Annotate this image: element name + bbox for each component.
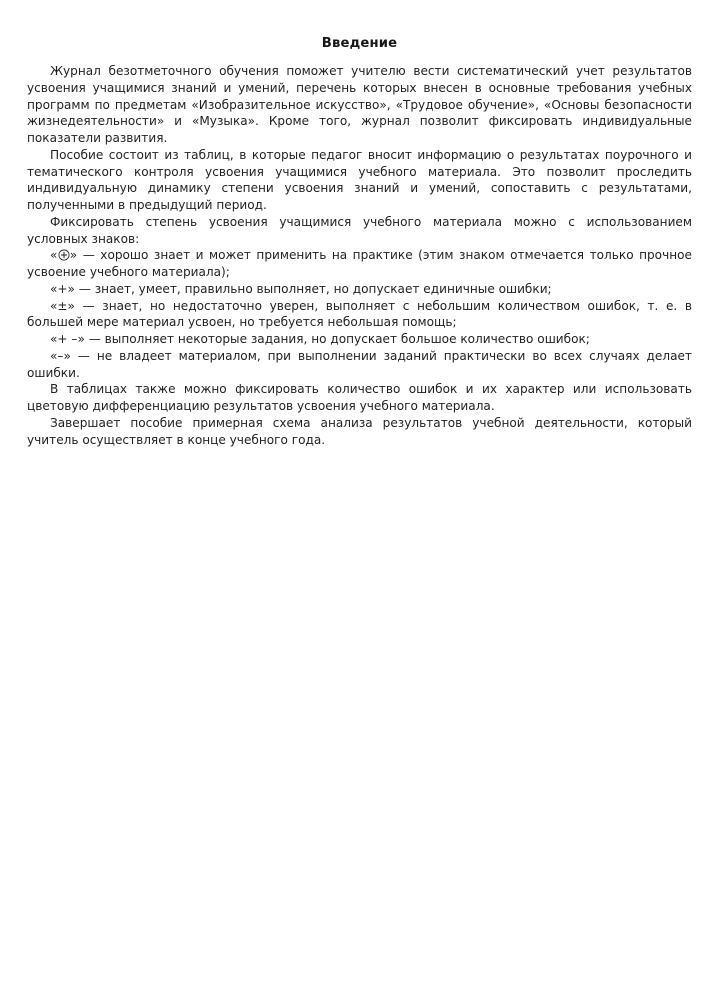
symbol-item-plus-dash xyxy=(27,331,692,348)
symbol-description: знает, но недостаточно уверен, выполняет с небольшим количеством ошибок, т. е. в большей мере материал усвоен, но требуется небольшая помощь; xyxy=(27,298,692,330)
symbol-item-minus xyxy=(27,348,692,382)
symbol-description: хорошо знает и может применить на практике (этим знаком отмечается только прочное усвоение учебного материала); xyxy=(27,248,692,279)
guillemet-open: « xyxy=(50,248,58,263)
symbol-token-circled-plus xyxy=(50,248,77,262)
symbol-separator: — xyxy=(77,248,101,263)
symbol-token-plus xyxy=(50,282,75,296)
paragraph-symbols-lead-in: Фиксировать степень усвоения учащимися учебного материала можно с использованием условных знаков: xyxy=(27,214,692,246)
symbol-item-plus xyxy=(27,281,692,298)
symbol-separator: — xyxy=(84,332,105,346)
plus-dash-symbol: + – xyxy=(57,332,78,346)
symbol-separator: — xyxy=(70,348,97,363)
guillemet-open: « xyxy=(50,298,58,313)
guillemet-close: » xyxy=(69,248,78,263)
guillemet-open: « xyxy=(50,332,58,346)
paragraph-closing-scheme: Завершает пособие примерная схема анализа результатов учебной деятельности, который учитель осуществляет в конце учебного года. xyxy=(27,415,692,447)
paragraph-error-count: В таблицах также можно фиксировать количество ошибок и их характер или использовать цветовую дифференциацию результатов усвоения учебного материала. xyxy=(27,382,692,413)
guillemet-open: « xyxy=(50,348,58,363)
guillemet-close: » xyxy=(77,332,85,346)
plus-symbol: + xyxy=(57,281,68,296)
symbol-separator: — xyxy=(74,281,95,296)
symbol-description: знает, умеет, правильно выполняет, но допускает единичные ошибки; xyxy=(94,281,552,296)
symbol-item-plus-minus xyxy=(27,298,692,332)
symbol-token-plus-dash xyxy=(50,332,85,346)
page-title: Введение xyxy=(321,36,398,51)
symbol-description: не владеет материалом, при выполнении заданий практически во всех случаях делает ошибки. xyxy=(27,348,692,380)
symbol-token-minus xyxy=(50,349,71,363)
symbol-description: выполняет некоторые задания, но допускает большое количество ошибок; xyxy=(104,332,590,346)
symbol-token-plus-minus xyxy=(50,299,75,313)
minus-symbol: – xyxy=(57,348,64,363)
symbol-item-circled-plus xyxy=(27,247,692,281)
guillemet-close: » xyxy=(67,281,75,296)
paragraph-manual-structure: Пособие состоит из таблиц, в которые педагог вносит информацию о результатах поурочного и тематического контроля усвоения учащимися учебного материала. Это позволит проследить индивидуальную динамику степени усвоения знаний и умений, сопоставить с результатами, полученными в предыдущий период. xyxy=(27,147,692,212)
plus-minus-symbol: ± xyxy=(57,298,68,313)
guillemet-close: » xyxy=(63,348,71,363)
guillemet-close: » xyxy=(67,298,75,313)
paragraph-intro-journal: Журнал безотметочного обучения поможет учителю вести систематический учет результатов усвоения учащимися знаний и умений, перечень которых внесен в основные требования учебных программ по предметам «Изобразительное искусство», «Трудовое обучение», «Основы безопасности жизнедеятельности» и «Музыка». Кроме того, журнал позволит фиксировать индивидуальные показатели развития. xyxy=(27,64,692,145)
guillemet-open: « xyxy=(50,281,58,296)
circled-plus-icon xyxy=(58,249,70,261)
document-content xyxy=(27,36,692,448)
symbol-separator: — xyxy=(74,298,103,313)
